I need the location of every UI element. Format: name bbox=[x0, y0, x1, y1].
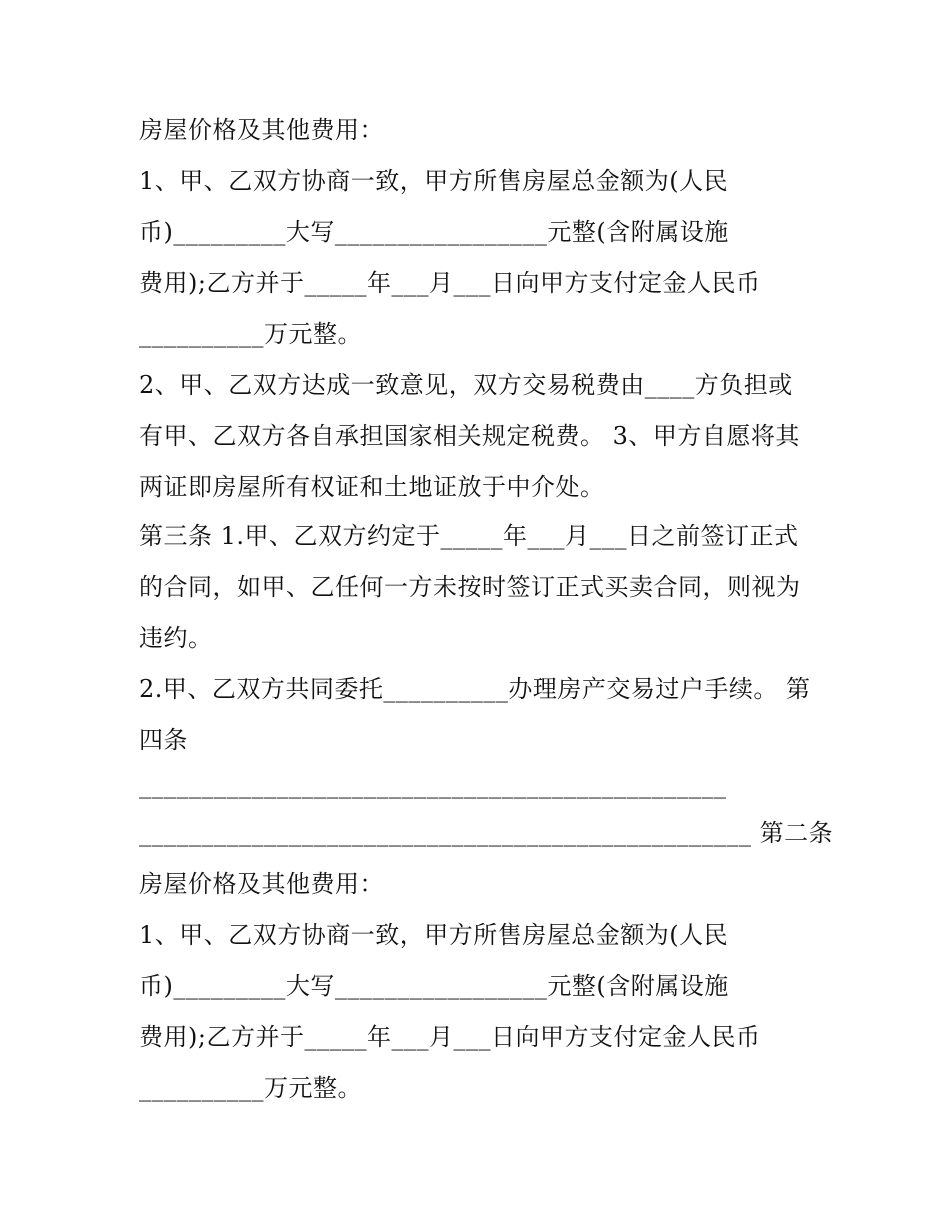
text-line: 1、甲、乙双方协商一致，甲方所售房屋总金额为(人民 bbox=[139, 167, 729, 195]
text-line: 房屋价格及其他费用： bbox=[139, 870, 384, 898]
text-line: _________________________________________________ 第二条 bbox=[139, 819, 834, 847]
text-line: __________万元整。 bbox=[139, 1074, 362, 1102]
text-line: 币)_________大写_________________元整(含附属设施 bbox=[139, 972, 729, 1000]
text-line: 1、甲、乙双方协商一致，甲方所售房屋总金额为(人民 bbox=[139, 921, 729, 949]
text-line: 的合同，如甲、乙任何一方未按时签订正式买卖合同，则视为 bbox=[139, 573, 801, 601]
text-line: 房屋价格及其他费用： bbox=[139, 116, 384, 144]
text-line: 违约。 bbox=[139, 624, 213, 652]
text-line: 第三条 1.甲、乙双方约定于_____年___月___日之前签订正式 bbox=[139, 522, 799, 550]
text-line: 币)_________大写_________________元整(含附属设施 bbox=[139, 218, 729, 246]
text-line: 2.甲、乙双方共同委托__________办理房产交易过户手续。 第 bbox=[139, 675, 811, 703]
text-line: 费用);乙方并于_____年___月___日向甲方支付定金人民币 bbox=[139, 269, 761, 297]
text-line: 有甲、乙双方各自承担国家相关规定税费。 3、甲方自愿将其 bbox=[139, 422, 800, 450]
text-line: 费用);乙方并于_____年___月___日向甲方支付定金人民币 bbox=[139, 1023, 761, 1051]
text-line: 两证即房屋所有权证和土地证放于中介处。 bbox=[139, 473, 605, 501]
text-line: __________万元整。 bbox=[139, 320, 362, 348]
text-line: 2、甲、乙双方达成一致意见，双方交易税费由____方负担或 bbox=[139, 371, 793, 399]
text-line: 四条 bbox=[139, 726, 188, 754]
text-line: _______________________________________________ bbox=[139, 771, 727, 799]
